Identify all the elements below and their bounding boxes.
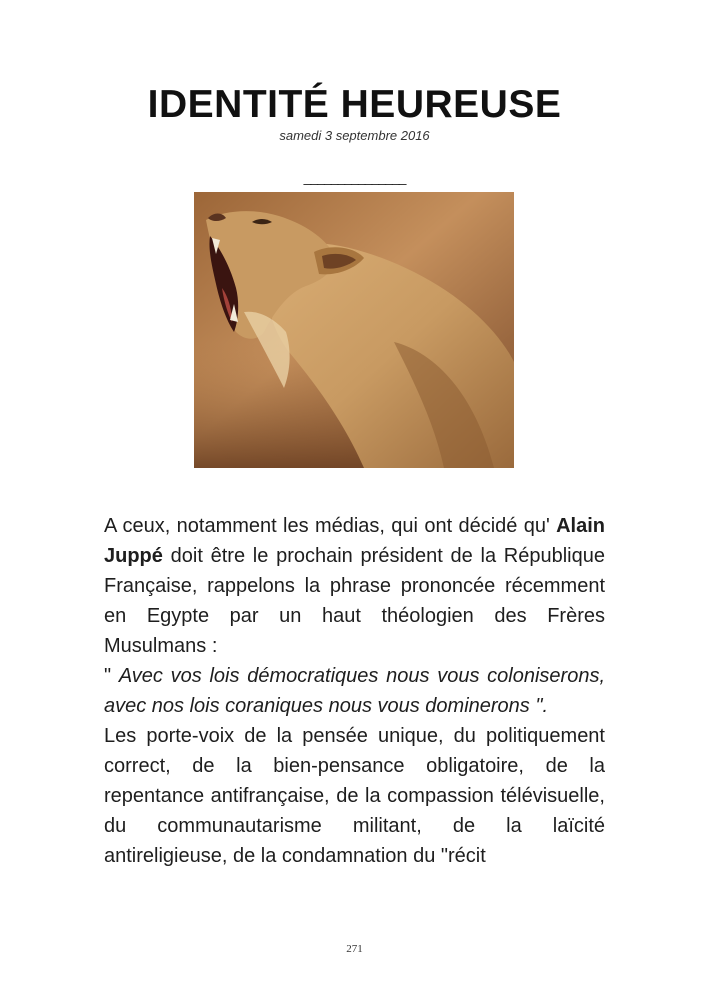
politician-name: Alain Juppé xyxy=(104,515,605,567)
quote-open-mark: " xyxy=(104,665,119,687)
article-body xyxy=(104,511,605,871)
separator-line: _______________ xyxy=(303,169,406,185)
paragraph-1-rest: doit être le prochain président de la République Française, rappelons la phrase prononcée récemment en Egypte par un haut théologien des Frères Musulmans : xyxy=(104,545,605,657)
post-date: samedi 3 septembre 2016 xyxy=(279,128,430,143)
lioness-photo xyxy=(194,192,514,468)
quote-text: Avec vos lois démocratiques nous vous coloniserons, avec nos lois coraniques nous vous dominerons ". xyxy=(104,665,606,717)
paragraph-1-intro: A ceux, notamment les médias, qui ont décidé qu' xyxy=(104,515,557,537)
article-quote xyxy=(104,661,605,721)
article-paragraph-1 xyxy=(104,511,605,661)
page-number: 271 xyxy=(346,943,363,955)
page-title: IDENTITÉ HEUREUSE xyxy=(147,83,562,126)
article-paragraph-3: Les porte-voix de la pensée unique, du politiquement correct, de la bien-pensance obligatoire, de la repentance antifrançaise, de la compassion télévisuelle, du communautarisme militant, de la laïcité antireligieuse, de la condamnation du "récit xyxy=(104,725,605,867)
